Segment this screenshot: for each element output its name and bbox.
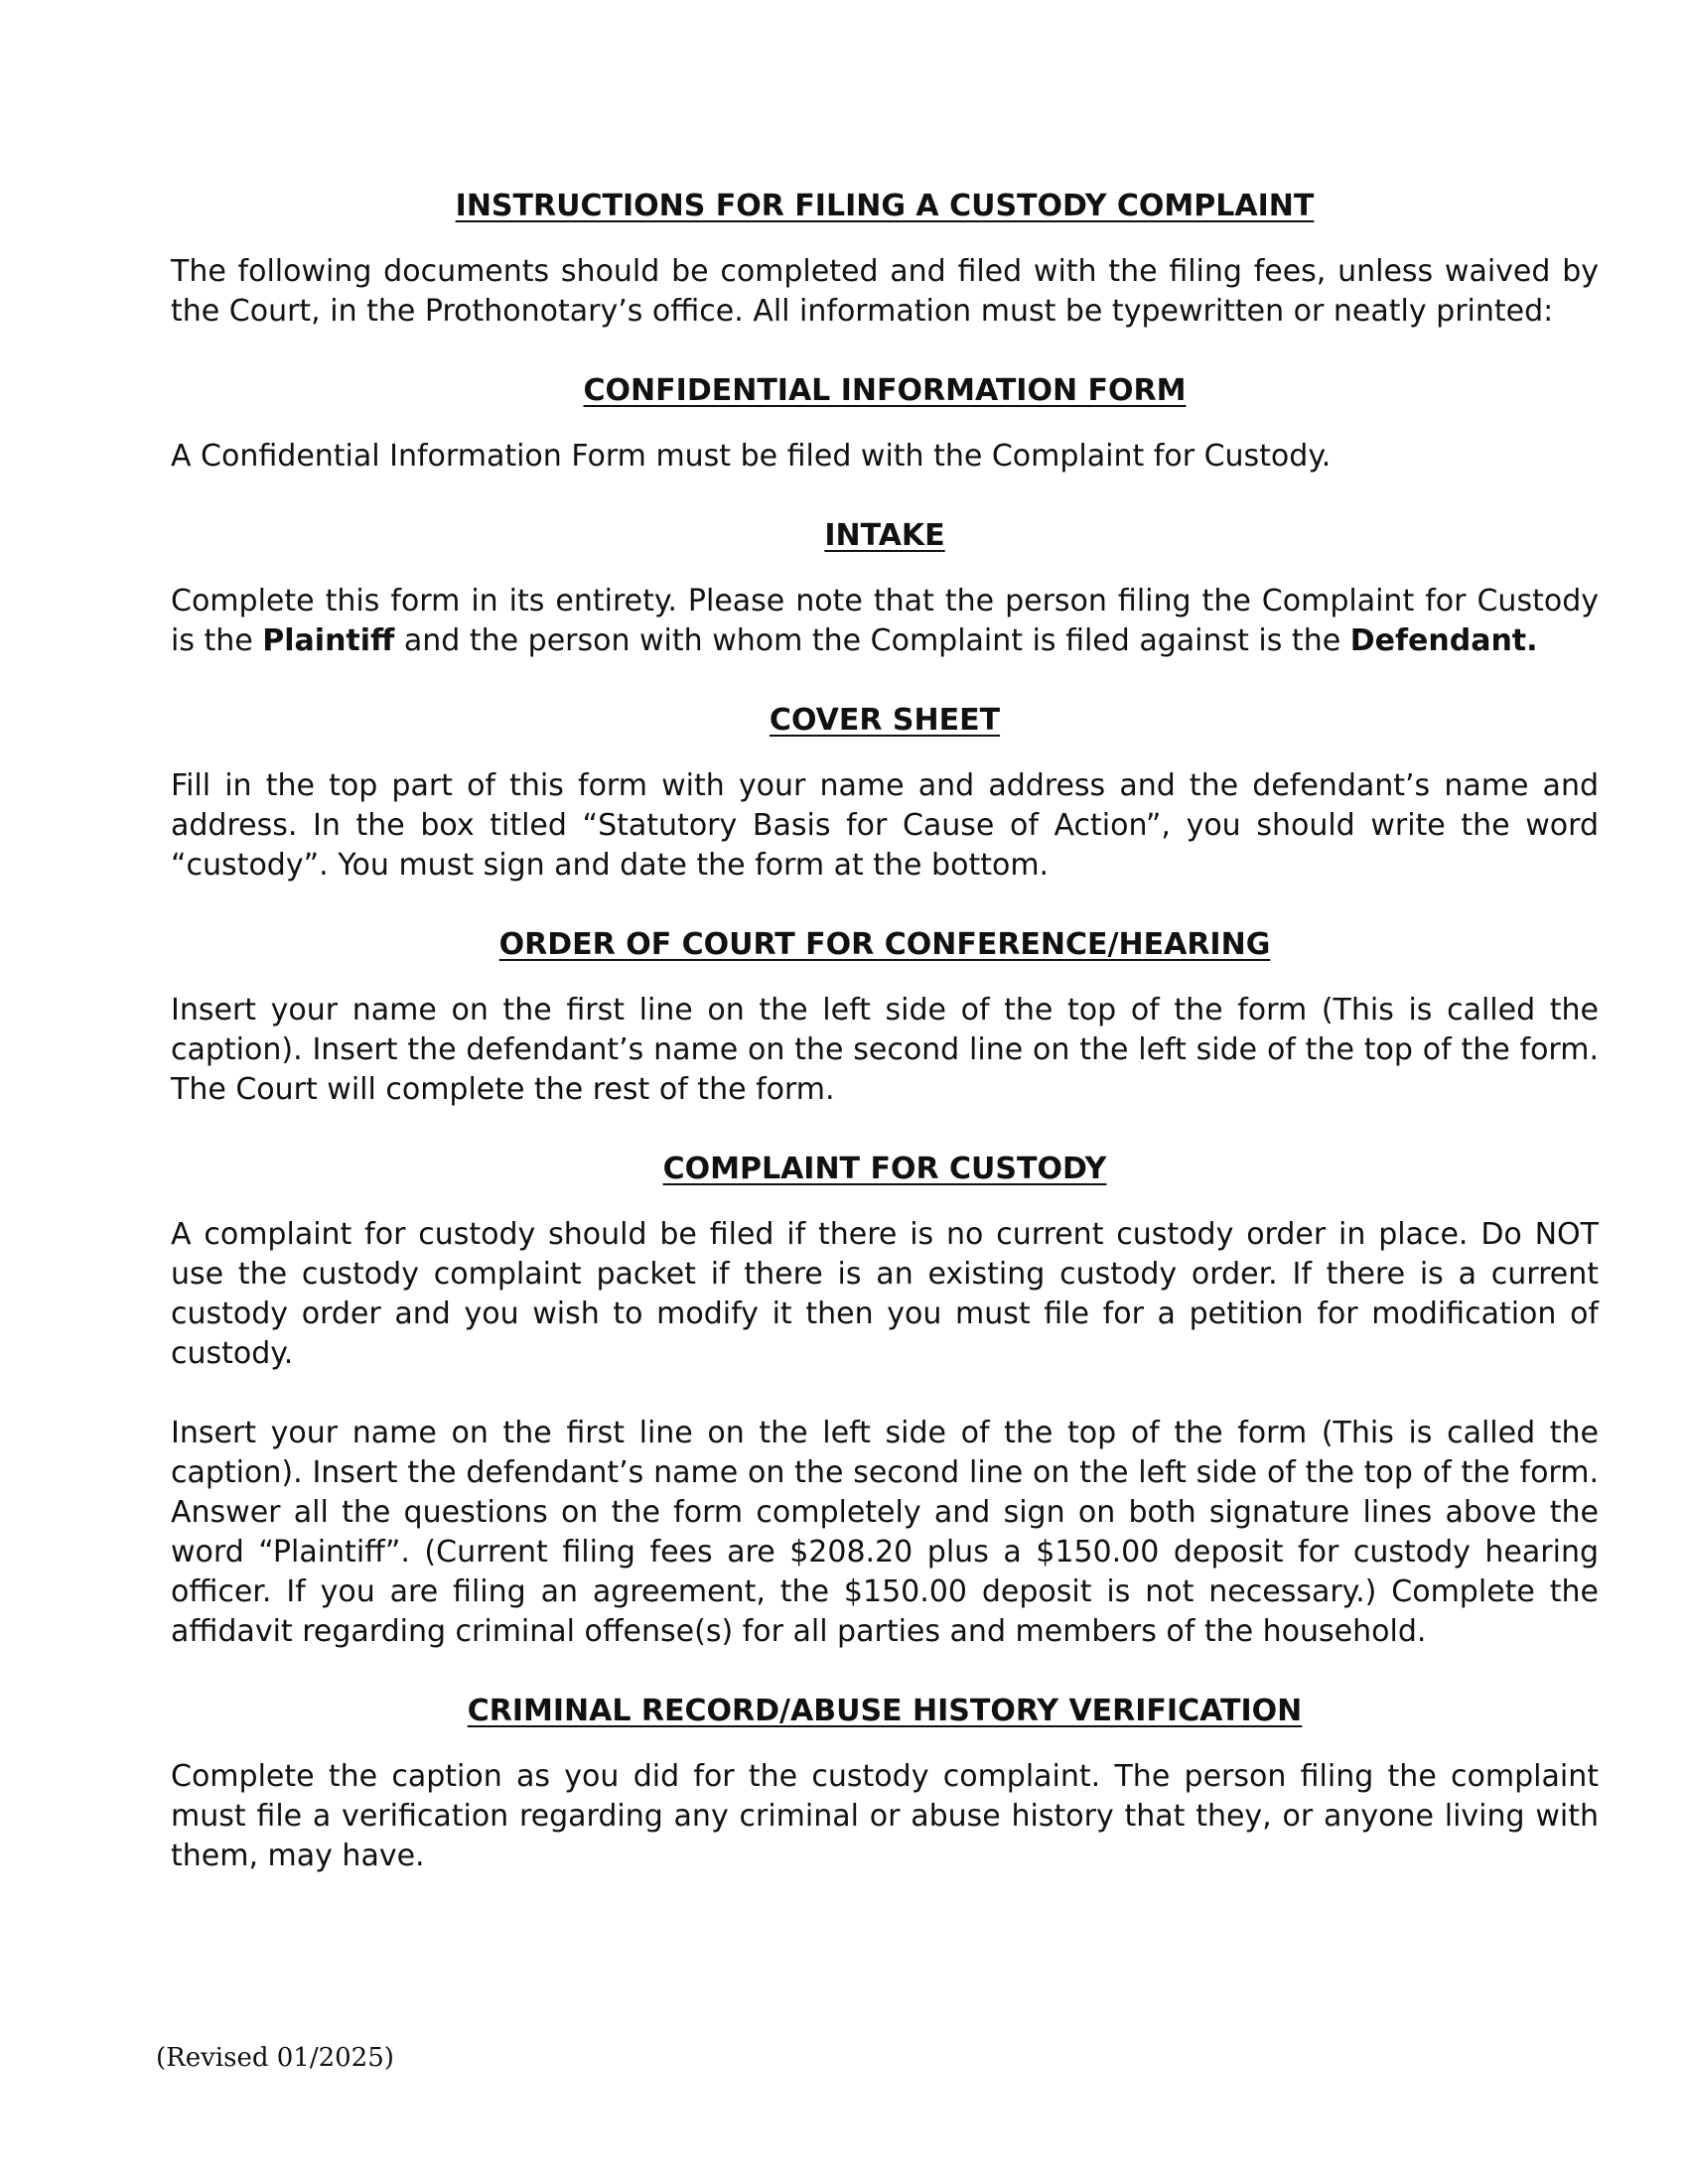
plaintiff-term: Plaintiff: [262, 623, 395, 658]
complaint-paragraph-2: Insert your name on the first line on the left side of the top of the form (This is called the caption). Insert the defendant’s name on the second line on the left side of the top of the form. Answer all the questions on the form completely and sign on both signature lines above the word “Plaintiff”. (Current filing fees are $208.20 plus a $150.00 deposit for custody hearing officer. If you are filing an agreement, the $150.00 deposit is not necessary.) Complete the affidavit regarding criminal offense(s) for all parties and members of the household.: [171, 1416, 1599, 1649]
section-heading-intake: INTAKE: [824, 518, 945, 553]
document-page: [171, 187, 1599, 1916]
intro-paragraph: The following documents should be completed and filed with the filing fees, unless waived by the Court, in the Prothonotary’s office. All information must be typewritten or neatly printed:: [171, 254, 1599, 329]
intake-text-1: Complete this form in its entirety. Please note that the person filing the Complaint for Custody is the: [171, 584, 1599, 658]
section-heading-complaint-for-custody: COMPLAINT FOR CUSTODY: [662, 1152, 1107, 1186]
section-heading-cover-sheet: COVER SHEET: [769, 703, 1001, 738]
confidential-information-paragraph: A Confidential Information Form must be filed with the Complaint for Custody.: [171, 439, 1332, 474]
criminal-record-paragraph: Complete the caption as you did for the custody complaint. The person filing the complaint must file a verification regarding any criminal or abuse history that they, or anyone living with them, may have.: [171, 1759, 1599, 1873]
cover-sheet-paragraph: Fill in the top part of this form with your name and address and the defendant’s name and address. In the box titled “Statutory Basis for Cause of Action”, you should write the word “custody”. You must sign and date the form at the bottom.: [171, 768, 1599, 883]
section-heading-order-of-court: ORDER OF COURT FOR CONFERENCE/HEARING: [498, 927, 1271, 962]
section-heading-confidential-information-form: CONFIDENTIAL INFORMATION FORM: [583, 373, 1187, 408]
complaint-paragraph-1: A complaint for custody should be filed if there is no current custody order in place. Do NOT use the custody complaint packet if there is an existing custody order. If there is a current custody order and you wish to modify it then you must file for a petition for modification of custody.: [171, 1217, 1599, 1371]
intake-paragraph: [171, 582, 1599, 661]
document-title: INSTRUCTIONS FOR FILING A CUSTODY COMPLAINT: [455, 189, 1315, 223]
intake-text-2: and the person with whom the Complaint is filed against is the: [394, 623, 1350, 658]
section-heading-criminal-record-verification: CRIMINAL RECORD/ABUSE HISTORY VERIFICATION: [467, 1694, 1303, 1728]
revision-note: (Revised 01/2025): [156, 2043, 394, 2073]
defendant-term: Defendant.: [1349, 623, 1538, 658]
order-of-court-paragraph: Insert your name on the first line on the left side of the top of the form (This is called the caption). Insert the defendant’s name on the second line on the left side of the top of the form. The Court will complete the rest of the form.: [171, 993, 1599, 1107]
